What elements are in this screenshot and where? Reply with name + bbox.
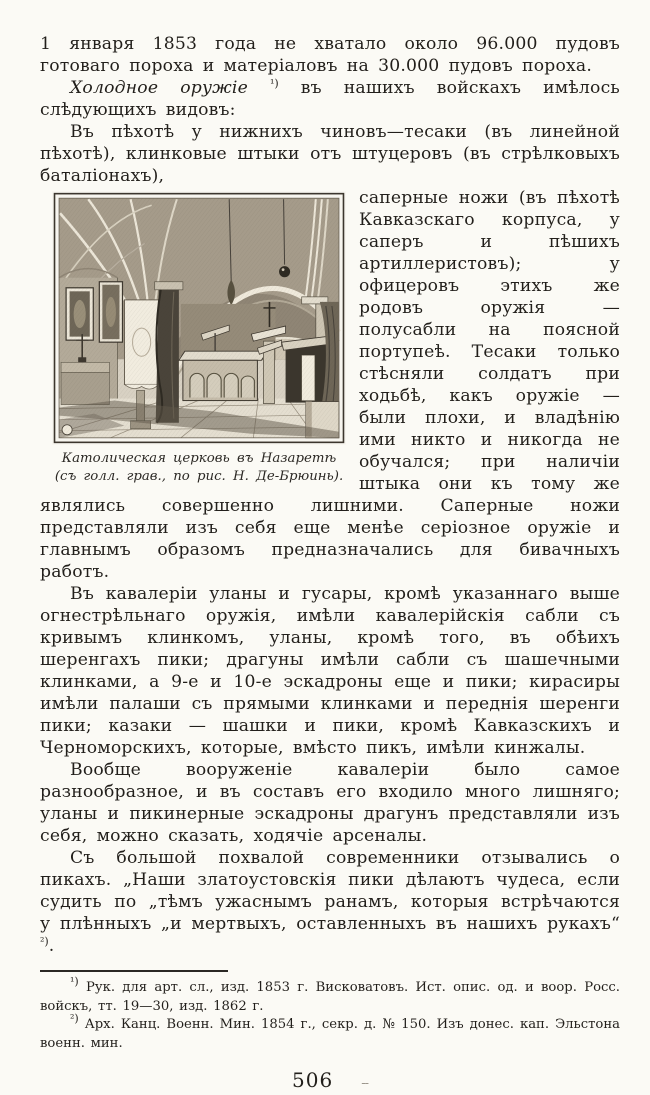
paragraph-cavalry-armament: Вообще вооруженіе кавалеріи было самое разнообразное, и въ составъ его входило много лишняго; уланы и пикинерные эскадроны драгунъ представляли изъ себя, можно сказать, ходячіе арсеналы. xyxy=(40,760,620,846)
paragraph-infantry-start: Въ пѣхотѣ у нижнихъ чиновъ—тесаки (въ линейной пѣхотѣ), клинковые штыки отъ штуцеровъ (въ стрѣлковыхъ баталіонахъ), xyxy=(40,122,620,186)
footnotes-block xyxy=(40,970,620,1053)
footnote-2 xyxy=(40,1012,620,1053)
figure-caption-line1: Католическая церковь въ Назаретѣ xyxy=(61,451,337,466)
paragraph-pikes-quote xyxy=(40,847,620,957)
footnote-ref-2: ²) xyxy=(40,935,49,948)
quote-end: . xyxy=(48,936,55,956)
footnote-ref-1: ¹) xyxy=(270,77,279,90)
figure-caption-line2: (съ голл. грав., по рис. Н. Де-Брюинь). xyxy=(54,469,344,484)
quote-text: Съ большой похвалой современники отзывались о пикахъ. „Наши златоустовскія пики дѣлаютъ чудеса, если судить по „тѣмъ ужаснымъ ранамъ, которыя встрѣчаются у плѣнныхъ „и мертвыхъ, оставленныхъ въ нашихъ рукахъ“ xyxy=(40,848,620,934)
paragraph-powder: 1 января 1853 года не хватало около 96.000 пудовъ готоваго пороха и матеріаловъ на 30.000 пудовъ пороха. xyxy=(40,34,620,76)
paragraph-infantry-continued: саперные ножи (въ пѣхотѣ Кавказскаго корпуса, у саперъ и пѣшихъ артиллеристовъ); у офицеровъ этихъ же родовъ оружія — полусабли на поясной портупеѣ. Тесаки только стѣсняли солдатъ при ходьбѣ, какъ оружіе — были плохи, и владѣнію ими никто и никогда не обучался; при наличіи штыка они къ тому же являлись совершенно лишними. Саперные ножи представляли изъ себя еще менѣе серіозное оружіе и главнымъ образомъ предназначались для бивачныхъ работъ. xyxy=(40,188,620,582)
footnote-1 xyxy=(40,975,620,1016)
footnote-2-text: Арх. Канц. Военн. Мин. 1854 г., секр. д. № 150. Изъ донес. кап. Эльстона военн. мин. xyxy=(40,1017,620,1051)
page-number: 506 xyxy=(292,1068,334,1092)
footnote-rule xyxy=(40,970,228,972)
paragraph-cold-weapons-rest: въ нашихъ войскахъ имѣлось слѣдующихъ видовъ: xyxy=(40,78,620,120)
italic-lead: Холодное оружіе xyxy=(70,78,248,98)
church-interior-engraving-image xyxy=(52,191,346,445)
footnote-1-marker: ¹) xyxy=(70,975,79,988)
footnote-1-text: Рук. для арт. сл., изд. 1853 г. Висковатовъ. Ист. опис. од. и воор. Росс. войскъ, тт. 19—30, изд. 1862 г. xyxy=(40,980,620,1014)
paragraph-cold-weapons-intro xyxy=(40,77,620,121)
figure-caption xyxy=(52,450,346,486)
footnote-2-marker: ²) xyxy=(70,1012,79,1025)
figure-church-engraving xyxy=(52,191,346,486)
paragraph-cavalry: Въ кавалеріи уланы и гусары, кромѣ указаннаго выше огнестрѣльнаго оружія, имѣли кавалерійскія сабли съ кривымъ клинкомъ, уланы, кромѣ того, въ обѣихъ шеренгахъ пики; драгуны имѣли сабли съ шашечными клинками, а 9-е и 10-е эскадроны еще и пики; кирасиры имѣли палаши съ прямыми клинками и переднія шеренги пики; казаки — шашки и пики, кромѣ Кавказскихъ и Черноморскихъ, которые, вмѣсто пикъ, имѣли кинжалы. xyxy=(40,584,620,758)
page-number-row xyxy=(40,1069,620,1095)
scan-artifact-dash: -- xyxy=(361,1076,368,1091)
